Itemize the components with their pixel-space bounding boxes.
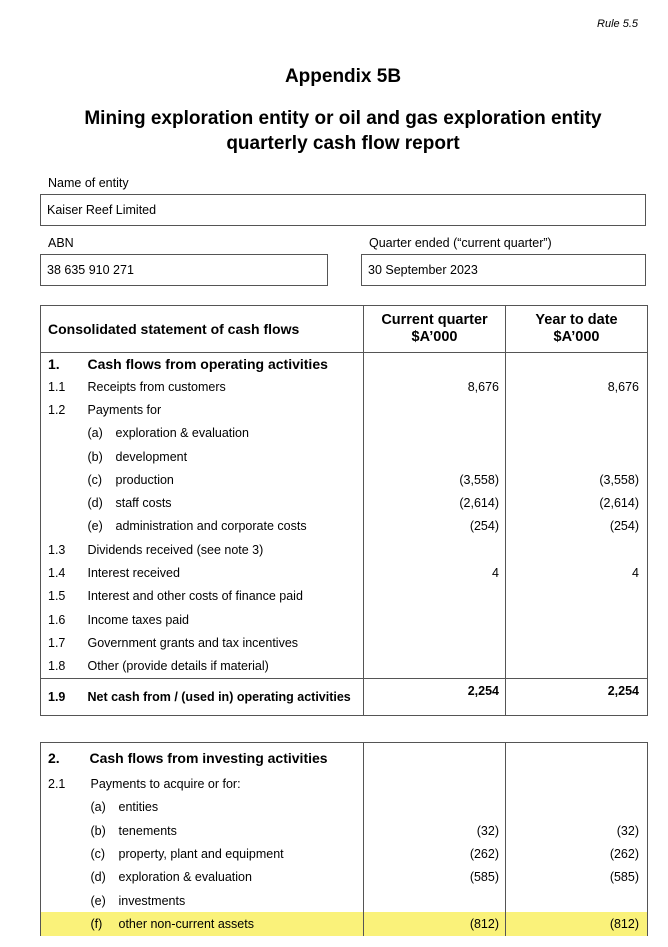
current-quarter-value: (3,558) <box>364 468 506 491</box>
total-number: 1.9 <box>41 678 88 715</box>
current-quarter-value: (2,614) <box>364 491 506 514</box>
row-number <box>41 889 88 912</box>
row-number <box>41 842 88 865</box>
table-row <box>41 631 648 654</box>
row-number <box>41 912 88 935</box>
table-row <box>41 842 648 865</box>
row-number: 1.8 <box>48 659 66 674</box>
entity-name-label: Name of entity <box>48 176 129 190</box>
year-to-date-value <box>506 889 648 912</box>
row-label: Other (provide details if material) <box>87 659 269 674</box>
row-label: property, plant and equipment <box>118 847 284 862</box>
row-number: 1.7 <box>48 635 66 650</box>
year-to-date-header <box>506 306 648 353</box>
row-letter: (e) <box>90 893 106 908</box>
appendix-heading: Appendix 5B <box>284 66 402 87</box>
row-label: exploration & evaluation <box>115 426 249 441</box>
current-quarter-value <box>364 889 506 912</box>
abn-value: 38 635 910 271 <box>47 263 134 277</box>
year-to-date-value <box>506 608 648 631</box>
year-to-date-value: 4 <box>632 566 639 581</box>
row-label: tenements <box>118 823 177 838</box>
section-title: Cash flows from operating activities <box>87 356 328 372</box>
table-row <box>41 655 648 679</box>
row-letter: (a) <box>87 426 103 441</box>
current-quarter-value: (254) <box>364 515 506 538</box>
row-label: entities <box>118 800 159 815</box>
row-letter: (d) <box>87 496 103 511</box>
row-letter: (c) <box>87 472 103 487</box>
operating-rows <box>41 375 648 678</box>
row-number <box>41 422 88 445</box>
current-quarter-header <box>364 306 506 353</box>
year-to-date-value <box>506 422 648 445</box>
current-quarter-header-line2: $A’000 <box>411 329 458 345</box>
current-quarter-value: 4 <box>364 561 506 584</box>
current-quarter-value <box>364 445 506 468</box>
quarter-field <box>361 254 646 286</box>
row-label: Interest and other costs of finance paid <box>87 589 303 604</box>
row-number: 1.2 <box>48 402 66 417</box>
table-row <box>41 468 648 491</box>
row-letter: (d) <box>90 870 106 885</box>
row-letter: (f) <box>88 912 119 935</box>
row-label: staff costs <box>115 496 172 511</box>
title-line-1: Mining exploration entity or oil and gas exploration entity <box>84 108 602 129</box>
row-label: other non-current assets <box>119 912 364 935</box>
current-quarter-value: (262) <box>364 842 506 865</box>
section-heading-row <box>41 353 648 376</box>
year-to-date-value: (32) <box>616 823 639 838</box>
table-row <box>41 608 648 631</box>
current-quarter-value <box>364 422 506 445</box>
current-quarter-value <box>364 631 506 654</box>
year-to-date-value: (2,614) <box>599 496 639 511</box>
table-row <box>41 445 648 468</box>
current-quarter-value <box>364 538 506 561</box>
table-row <box>41 912 648 935</box>
current-quarter-header-line1: Current quarter <box>381 312 488 328</box>
quarter-label: Quarter ended (“current quarter”) <box>369 236 552 250</box>
year-to-date-header-line1: Year to date <box>535 312 618 328</box>
table-row <box>41 561 648 584</box>
table-row <box>41 889 648 912</box>
table-row <box>41 773 648 796</box>
row-label: Income taxes paid <box>87 612 189 627</box>
row-letter: (c) <box>90 847 106 862</box>
row-label: Interest received <box>87 566 180 581</box>
report-title <box>20 106 666 156</box>
section-number: 1. <box>48 356 60 372</box>
table-row <box>41 491 648 514</box>
investing-cash-flow-table <box>40 742 648 936</box>
table-row <box>41 375 648 398</box>
year-to-date-value: 8,676 <box>607 379 639 394</box>
abn-field <box>40 254 328 286</box>
row-label: Government grants and tax incentives <box>87 635 299 650</box>
row-label: Payments to acquire or for: <box>90 777 241 792</box>
total-label: Net cash from / (used in) operating activities <box>88 678 364 715</box>
current-quarter-value <box>364 773 506 796</box>
section-number: 2. <box>48 749 60 766</box>
table-row <box>41 422 648 445</box>
year-to-date-value <box>506 538 648 561</box>
year-to-date-value: (812) <box>506 912 648 935</box>
year-to-date-value <box>506 631 648 654</box>
year-to-date-value <box>506 445 648 468</box>
current-quarter-value <box>364 585 506 608</box>
total-year-to-date: 2,254 <box>506 678 648 715</box>
row-label: development <box>115 449 188 464</box>
investing-rows <box>41 773 648 936</box>
title-line-2: quarterly cash flow report <box>226 133 460 154</box>
row-label: Payments for <box>87 402 162 417</box>
table-row <box>41 515 648 538</box>
row-number: 1.5 <box>48 589 66 604</box>
entity-name-field <box>40 194 646 226</box>
total-current-quarter: 2,254 <box>364 678 506 715</box>
table-header-row <box>41 306 648 353</box>
row-number <box>41 796 88 819</box>
row-number <box>41 515 88 538</box>
current-quarter-value: 8,676 <box>364 375 506 398</box>
current-quarter-value: (32) <box>364 819 506 842</box>
table-row <box>41 538 648 561</box>
total-row <box>41 678 648 715</box>
row-number: 1.6 <box>48 612 66 627</box>
year-to-date-value <box>506 773 648 796</box>
current-quarter-value: (812) <box>364 912 506 935</box>
year-to-date-header-line2: $A’000 <box>553 329 600 345</box>
current-quarter-value <box>364 608 506 631</box>
current-quarter-value: (585) <box>364 866 506 889</box>
row-number: 1.4 <box>48 566 66 581</box>
entity-name-value: Kaiser Reef Limited <box>47 203 157 217</box>
row-number <box>41 819 88 842</box>
section-heading-row <box>41 743 648 773</box>
section-title: Cash flows from investing activities <box>89 749 328 766</box>
year-to-date-value: (585) <box>609 870 639 885</box>
row-number <box>41 866 88 889</box>
current-quarter-value <box>364 655 506 679</box>
row-label: exploration & evaluation <box>118 870 252 885</box>
year-to-date-value: (262) <box>609 847 639 862</box>
table-row <box>41 796 648 819</box>
table-row <box>41 585 648 608</box>
table-header-title: Consolidated statement of cash flows <box>41 306 364 353</box>
row-letter: (a) <box>90 800 106 815</box>
row-number: 2.1 <box>48 777 66 792</box>
year-to-date-value <box>506 655 648 679</box>
row-letter: (e) <box>87 519 103 534</box>
row-number <box>41 491 88 514</box>
year-to-date-value <box>506 796 648 819</box>
row-letter: (b) <box>90 823 106 838</box>
row-label: investments <box>118 893 186 908</box>
row-number <box>41 445 88 468</box>
year-to-date-value: (3,558) <box>599 472 639 487</box>
current-quarter-value <box>364 398 506 421</box>
current-quarter-value <box>364 796 506 819</box>
rule-reference: Rule 5.5 <box>597 18 638 30</box>
row-label: production <box>115 472 174 487</box>
row-letter: (b) <box>87 449 103 464</box>
row-number: 1.3 <box>48 542 66 557</box>
quarter-value: 30 September 2023 <box>368 263 478 277</box>
year-to-date-value <box>506 398 648 421</box>
abn-label: ABN <box>48 236 74 250</box>
row-label: administration and corporate costs <box>115 519 307 534</box>
table-row <box>41 819 648 842</box>
operating-cash-flow-table <box>40 305 648 716</box>
year-to-date-value: (254) <box>609 519 639 534</box>
table-row <box>41 398 648 421</box>
row-label: Receipts from customers <box>87 379 226 394</box>
row-label: Dividends received (see note 3) <box>87 542 264 557</box>
table-row <box>41 866 648 889</box>
row-number: 1.1 <box>48 379 66 394</box>
year-to-date-value <box>506 585 648 608</box>
row-number <box>41 468 88 491</box>
